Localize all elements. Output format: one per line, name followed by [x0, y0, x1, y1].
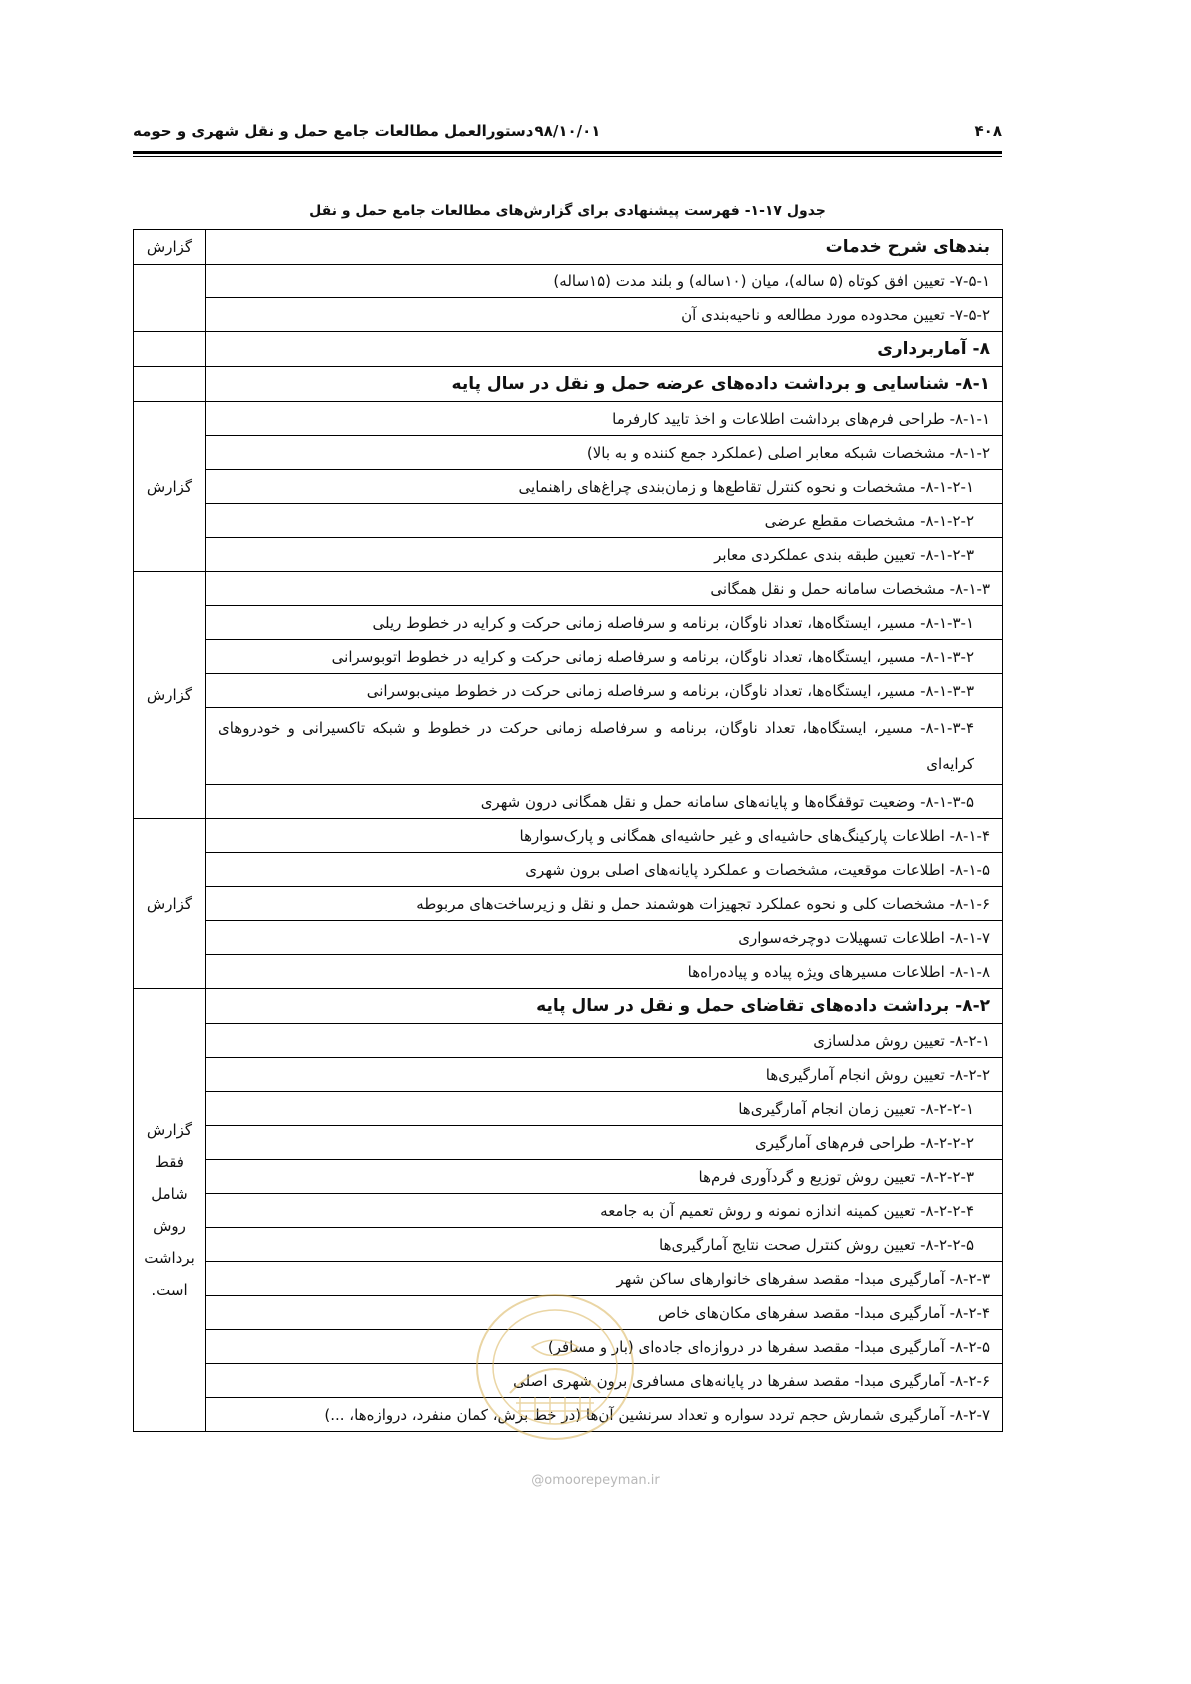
page-header — [133, 122, 1002, 146]
row-desc: ۸-۲-۱- تعیین روش مدلسازی — [206, 1024, 1003, 1058]
table-row — [134, 887, 1003, 921]
row-desc: ۸-۱-۷- اطلاعات تسهیلات دوچرخه‌سواری — [206, 921, 1003, 955]
row-desc: ۸-۱-۳-۴- مسیر، ایستگاه‌ها، تعداد ناوگان، برنامه و سرفاصله زمانی حرکت در خطوط و شبکه تاکسیرانی و خودروهای کرایه‌ای — [206, 708, 1003, 785]
row-desc: ۸-۲-۲- تعیین روش انجام آمارگیری‌ها — [206, 1058, 1003, 1092]
subsection-heading: ۸-۱- شناسایی و برداشت داده‌های عرضه حمل و نقل در سال پایه — [206, 367, 1003, 402]
row-desc: ۸-۲-۲-۵- تعیین روش کنترل صحت نتایج آمارگیری‌ها — [206, 1228, 1003, 1262]
table-row — [134, 1024, 1003, 1058]
header-desc-cell: بندهای شرح خدمات — [206, 230, 1003, 265]
table-row — [134, 708, 1003, 785]
report-note-line: فقط — [154, 1153, 184, 1171]
row-desc: ۷-۵-۱- تعیین افق کوتاه (۵ ساله)، میان (۱۰ساله) و بلند مدت (۱۵ساله) — [206, 265, 1003, 298]
row-desc: ۸-۱-۳- مشخصات سامانه حمل و نقل همگانی — [206, 572, 1003, 606]
report-note-line: است. — [151, 1281, 188, 1299]
row-desc: ۸-۱-۲-۲- مشخصات مقطع عرضی — [206, 504, 1003, 538]
row-desc: ۸-۱-۲-۱- مشخصات و نحوه کنترل تقاطع‌ها و زمان‌بندی چراغ‌های راهنمایی — [206, 470, 1003, 504]
row-desc: ۸-۲-۲-۱- تعیین زمان انجام آمارگیری‌ها — [206, 1092, 1003, 1126]
section-heading: ۸- آماربرداری — [206, 332, 1003, 367]
row-desc: ۸-۱-۱- طراحی فرم‌های برداشت اطلاعات و اخذ تایید کارفرما — [206, 402, 1003, 436]
report-cell — [134, 265, 206, 332]
row-desc: ۸-۱-۴- اطلاعات پارکینگ‌های حاشیه‌ای و غیر حاشیه‌ای همگانی و پارک‌سوارها — [206, 819, 1003, 853]
table-row — [134, 989, 1003, 1024]
report-cell — [134, 367, 206, 402]
table-row — [134, 402, 1003, 436]
table-row — [134, 1160, 1003, 1194]
row-desc: ۸-۱-۳-۲- مسیر، ایستگاه‌ها، تعداد ناوگان، برنامه و سرفاصله زمانی حرکت و کرایه در خطوط اتوبوسرانی — [206, 640, 1003, 674]
table-row — [134, 332, 1003, 367]
row-desc: ۸-۱-۳-۱- مسیر، ایستگاه‌ها، تعداد ناوگان، برنامه و سرفاصله زمانی حرکت و کرایه در خطوط ریلی — [206, 606, 1003, 640]
header-rule-thick — [133, 151, 1002, 154]
row-desc: ۸-۲-۲-۲- طراحی فرم‌های آمارگیری — [206, 1126, 1003, 1160]
table-row — [134, 785, 1003, 819]
page-number: ۴۰۸ — [974, 122, 1002, 140]
row-desc: ۸-۱-۸- اطلاعات مسیرهای ویژه پیاده و پیاده‌راه‌ها — [206, 955, 1003, 989]
subsection-heading: ۸-۲- برداشت داده‌های تقاضای حمل و نقل در سال پایه — [206, 989, 1003, 1024]
table-row — [134, 1126, 1003, 1160]
report-note-line: گزارش — [146, 1121, 193, 1139]
table-caption: جدول ۱۷-۱- فهرست پیشنهادی برای گزارش‌های مطالعات جامع حمل و نقل — [309, 203, 826, 219]
table-row — [134, 265, 1003, 298]
report-note — [144, 1114, 195, 1306]
row-desc: ۸-۲-۲-۴- تعیین کمینه اندازه نمونه و روش تعمیم آن به جامعه — [206, 1194, 1003, 1228]
row-desc: ۸-۱-۶- مشخصات کلی و نحوه عملکرد تجهیزات هوشمند حمل و نقل و زیرساخت‌های مربوطه — [206, 887, 1003, 921]
report-cell: گزارش — [134, 819, 206, 989]
table-row — [134, 853, 1003, 887]
row-desc: ۸-۱-۳-۵- وضعیت توقفگاه‌ها و پایانه‌های سامانه حمل و نقل همگانی درون شهری — [206, 785, 1003, 819]
services-table — [133, 229, 1003, 1432]
row-desc: ۸-۲-۴- آمارگیری مبدا- مقصد سفرهای مکان‌های خاص — [206, 1296, 1003, 1330]
table-row — [134, 1194, 1003, 1228]
report-note-line: شامل — [151, 1185, 188, 1203]
header-report-cell: گزارش — [134, 230, 206, 265]
table-row — [134, 367, 1003, 402]
table-row — [134, 640, 1003, 674]
table-row — [134, 674, 1003, 708]
row-desc: ۸-۲-۵- آمارگیری مبدا- مقصد سفرها در دروازه‌ای جاده‌ای (بار و مسافر) — [206, 1330, 1003, 1364]
table-row — [134, 470, 1003, 504]
document-title: دستورالعمل مطالعات جامع حمل و نقل شهری و حومه — [133, 122, 534, 140]
table-row — [134, 819, 1003, 853]
row-desc: ۸-۱-۲-۳- تعیین طبقه بندی عملکردی معابر — [206, 538, 1003, 572]
footer-site: @omoorepeyman.ir — [531, 1473, 660, 1488]
row-desc: ۸-۲-۶- آمارگیری مبدا- مقصد سفرها در پایانه‌های مسافری برون شهری اصلی — [206, 1364, 1003, 1398]
table-row — [134, 572, 1003, 606]
report-cell — [134, 332, 206, 367]
table-row — [134, 955, 1003, 989]
report-note-line: روش — [153, 1217, 186, 1235]
document-date: ۹۸/۱۰/۰۱ — [534, 122, 601, 140]
report-note-cell — [134, 989, 206, 1432]
report-note-line: برداشت — [144, 1249, 195, 1267]
row-desc: ۸-۲-۷- آمارگیری شمارش حجم تردد سواره و تعداد سرنشین آن‌ها (در خط برش، کمان منفرد، دروازه‌ها، ...) — [206, 1398, 1003, 1432]
row-desc: ۸-۱-۵- اطلاعات موقعیت، مشخصات و عملکرد پایانه‌های اصلی برون شهری — [206, 853, 1003, 887]
report-cell: گزارش — [134, 402, 206, 572]
table-row — [134, 921, 1003, 955]
table-row — [134, 436, 1003, 470]
row-desc: ۸-۱-۳-۳- مسیر، ایستگاه‌ها، تعداد ناوگان، برنامه و سرفاصله زمانی حرکت در خطوط مینی‌بوسرانی — [206, 674, 1003, 708]
row-desc: ۸-۲-۳- آمارگیری مبدا- مقصد سفرهای خانوارهای ساکن شهر — [206, 1262, 1003, 1296]
row-desc: ۸-۱-۲- مشخصات شبکه معابر اصلی (عملکرد جمع کننده و به بالا) — [206, 436, 1003, 470]
row-desc: ۷-۵-۲- تعیین محدوده مورد مطالعه و ناحیه‌بندی آن — [206, 298, 1003, 332]
table-header-row — [134, 230, 1003, 265]
header-rule-thin — [133, 156, 1002, 157]
report-cell: گزارش — [134, 572, 206, 819]
table-row — [134, 1058, 1003, 1092]
table-row — [134, 504, 1003, 538]
watermark-seal-icon — [440, 1285, 670, 1450]
table-row — [134, 606, 1003, 640]
row-desc: ۸-۲-۲-۳- تعیین روش توزیع و گردآوری فرم‌ها — [206, 1160, 1003, 1194]
table-row — [134, 1228, 1003, 1262]
table-row — [134, 298, 1003, 332]
table-row — [134, 538, 1003, 572]
table-row — [134, 1092, 1003, 1126]
